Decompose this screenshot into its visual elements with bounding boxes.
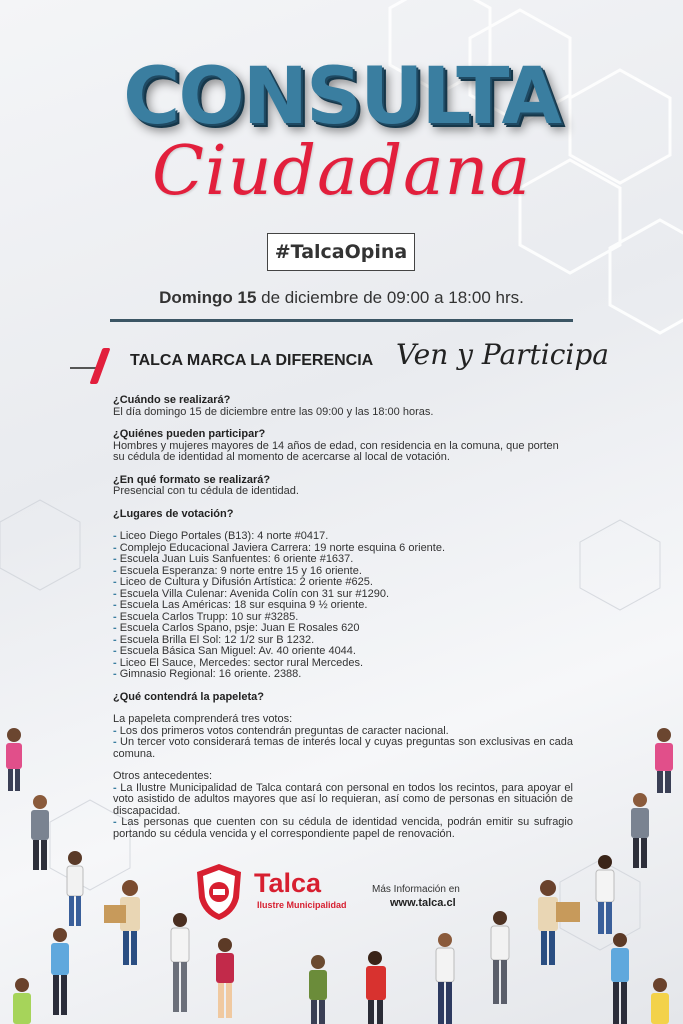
title-ciudadana: Ciudadana — [151, 132, 532, 211]
divider-line — [110, 319, 573, 322]
event-date — [0, 288, 683, 308]
list-item: - Escuela Esperanza: 9 norte entre 15 y 16 oriente. — [113, 564, 362, 577]
brand-subtitle: Ilustre Municipalidad — [257, 900, 347, 910]
title-consulta: CONSULTA — [123, 52, 560, 142]
list-item: - Escuela Las Américas: 18 sur esquina 9 ½ oriente. — [113, 599, 368, 611]
list-item: - Los dos primeros votos contendrán preguntas de caracter nacional. — [113, 724, 449, 737]
hashtag-box — [267, 233, 415, 271]
answer-who: Hombres y mujeres mayores de 14 años de edad, con residencia en la comuna, que porten su cédula de identidad al momento de acercarse al local de votación. — [113, 439, 559, 463]
list-item: - Escuela Básica San Miguel: Av. 40 oriente 4044. — [113, 645, 356, 657]
list-item: - Escuela Villa Culenar: Avenida Colín con 31 sur #1290. — [113, 587, 390, 600]
ballot-intro: La papeleta comprenderá tres votos: — [113, 713, 293, 725]
slogan-text: TALCA MARCA LA DIFERENCIA — [130, 352, 374, 369]
places-list — [113, 531, 573, 681]
slogan-script: Ven y Participa — [396, 338, 609, 371]
list-item: - Escuela Carlos Spano, psje: Juan E Rosales 620 — [113, 622, 360, 634]
event-date-time: de diciembre de 09:00 a 18:00 hrs. — [256, 288, 524, 307]
list-item: - Gimnasio Regional: 16 oriente. 2388. — [113, 668, 302, 680]
list-item: - Escuela Carlos Trupp: 10 sur #3285. — [113, 610, 299, 623]
list-item: - Liceo de Cultura y Difusión Artística: 2 oriente #625. — [113, 576, 373, 588]
list-item: - Un tercer voto considerará temas de interés local y cuyas preguntas son exclusivas en cada comuna. — [113, 736, 573, 760]
question-ballot: ¿Qué contendrá la papeleta? — [113, 690, 264, 703]
list-item: - La Ilustre Municipalidad de Talca contará con personal en todos los recintos, para apoyar el voto asistido de adultos mayores que así lo requieran, así como de personas en situación de discapacidad. — [113, 781, 573, 817]
answer-when: El día domingo 15 de diciembre entre las 09:00 y las 18:00 horas. — [113, 405, 434, 418]
question-format: ¿En qué formato se realizará? — [113, 473, 271, 486]
question-who: ¿Quiénes pueden participar? — [113, 428, 266, 440]
website-link[interactable]: www.talca.cl — [390, 897, 456, 909]
list-item: - Complejo Educacional Javiera Carrera: 19 norte esquina 6 oriente. — [113, 541, 446, 554]
slogan-row — [70, 340, 630, 384]
municipal-shield-logo — [193, 862, 245, 922]
list-item: - Liceo Diego Portales (B13): 4 norte #0417. — [113, 530, 329, 542]
list-item: - Escuela Juan Luis Sanfuentes: 6 oriente #1637. — [113, 553, 354, 565]
question-when: ¿Cuándo se realizará? — [113, 394, 231, 406]
question-places: ¿Lugares de votación? — [113, 507, 234, 520]
list-item: - Escuela Brilla El Sol: 12 1/2 sur B 1232. — [113, 633, 315, 646]
list-item: - Liceo El Sauce, Mercedes: sector rural Mercedes. — [113, 656, 364, 669]
answer-format: Presencial con tu cédula de identidad. — [113, 485, 299, 497]
other-title: Otros antecedentes: — [113, 770, 213, 782]
red-slash-icon — [89, 348, 110, 384]
list-item: - Las personas que cuenten con su cédula de identidad vencida, podrán emitir su sufragio portando su cédula vencida y el correspondiente papel de renovación. — [113, 816, 573, 840]
brand-talca: Talca — [254, 868, 322, 898]
more-info-label: Más Información en — [372, 884, 460, 895]
event-date-day: Domingo 15 — [159, 288, 257, 307]
hashtag-text: #TalcaOpina — [274, 241, 408, 263]
info-content — [113, 395, 573, 840]
